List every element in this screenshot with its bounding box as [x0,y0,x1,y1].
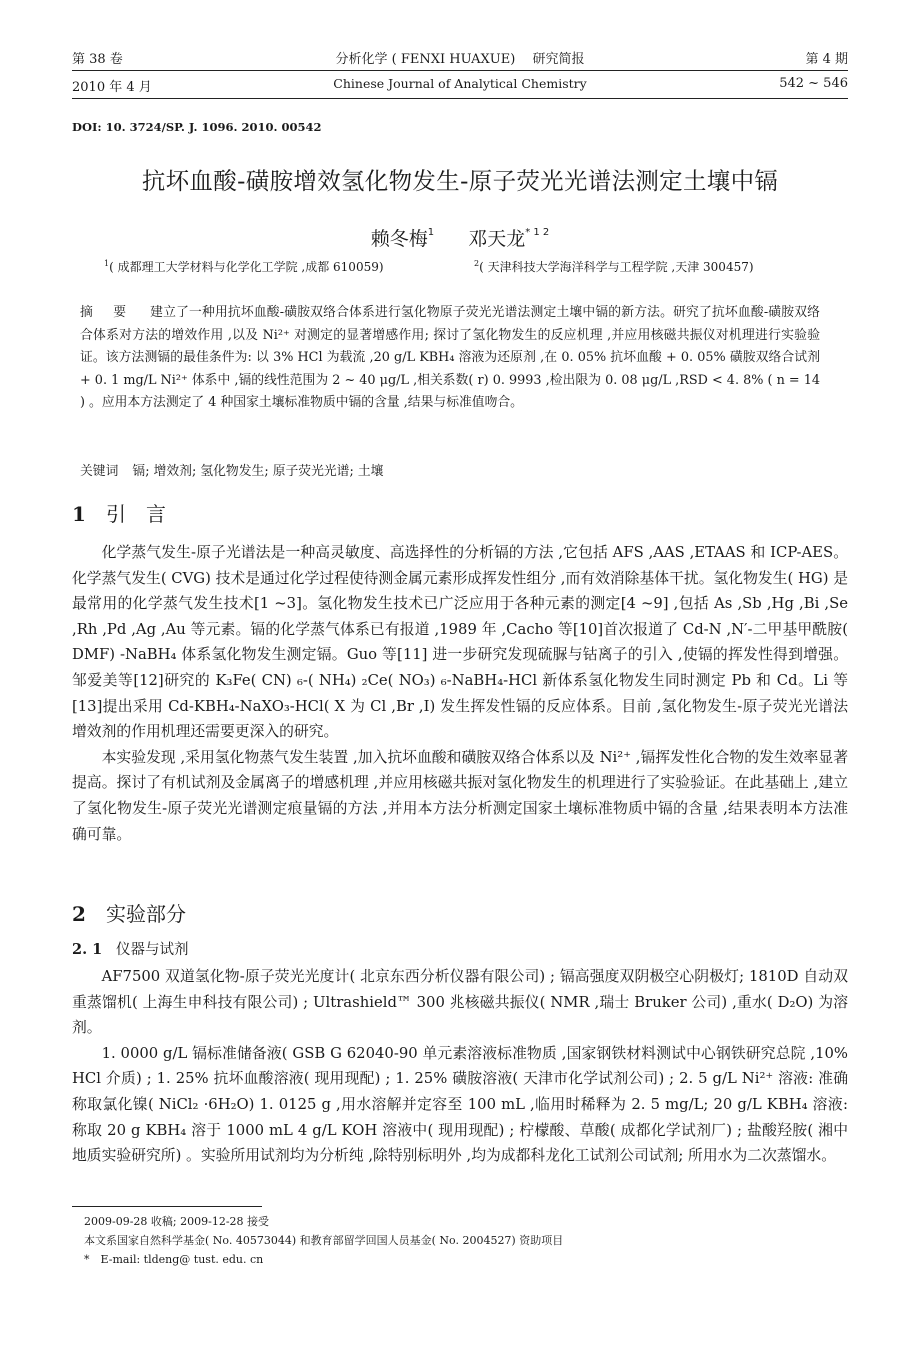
header-rule-top [72,70,848,71]
footnote-funding: 本文系国家自然科学基金( No. 40573044) 和教育部留学回国人员基金( No. 2004527) 资助项目 [84,1234,564,1247]
author-affiliation-mark: * 1 2 [525,226,550,238]
affiliation-mark: 2 [474,259,480,268]
subsection-number: 2. 1 [72,941,103,958]
footnote-rule [72,1206,262,1207]
footnote-dates: 2009-09-28 收稿; 2009-12-28 接受 [84,1215,270,1228]
section-title: 引 言 [106,502,166,526]
author-line [72,224,848,251]
section-number: 2 [72,902,86,926]
header-journal-en: Chinese Journal of Analytical Chemistry [333,76,587,91]
affiliation-1 [104,258,384,275]
subsection-title: 仪器与试剂 [116,942,189,958]
header-pages: 542 ~ 546 [779,76,848,91]
affiliation-mark: 1 [104,259,110,268]
header-date: 2010 年 4 月 [72,80,152,95]
header-rule-bottom [72,98,848,99]
section-heading-introduction [72,498,166,527]
affiliation-text: ( 天津科技大学海洋科学与工程学院 ,天津 300457) [479,260,754,274]
header-issue: 第 4 期 [805,52,848,67]
abstract [80,302,820,415]
header-volume: 第 38 卷 [72,52,123,67]
paragraph: AF7500 双道氢化物-原子荧光光度计( 北京东西分析仪器有限公司) ; 镉高强度双阴极空心阴极灯; 1810D 自动双重蒸馏机( 上海生申科技有限公司) ; Ultrashield™ 300 兆核磁共振仪( NMR ,瑞士 Bruker 公司) ,重水( D₂O) 为溶剂。 [72,968,848,1037]
introduction-body [72,540,848,847]
affiliation-2 [474,258,754,275]
paragraph: 本实验发现 ,采用氢化物蒸气发生装置 ,加入抗坏血酸和磺胺双络合体系以及 Ni²⁺ ,镉挥发性化合物的发生效率显著提高。探讨了有机试剂及金属离子的增感机理 ,并应用核磁共振对氢化物发生的机理进行了实验验证。在此基础上 ,建立了氢化物发生-原子荧光光谱测定痕量镉的方法 ,并用本方法分析测定国家土壤标准物质中镉的含量 ,结果表明本方法准确可靠。 [72,748,848,843]
paragraph: 1. 0000 g/L 镉标准储备液( GSB G 62040-90 单元素溶液标准物质 ,国家钢铁材料测试中心钢铁研究总院 ,10% HCl 介质) ; 1. 25% 抗坏血酸溶液( 现用现配) ; 1. 25% 磺胺溶液( 天津市化学试剂公司) ; 2. 5 g/L Ni²⁺ 溶液: 准确称取氯化镍( NiCl₂ ·6H₂O) 1. 0125 g ,用水溶解并定容至 100 mL ,临用时稀释为 2. 5 mg/L; 20 g/L KBH₄ 溶液: 称取 20 g KBH₄ 溶于 1000 mL 4 g/L KOH 溶液中( 现用现配) ; 柠檬酸、草酸( 成都化学试剂厂) ; 盐酸羟胺( 湘中地质实验研究所) 。实验所用试剂均为分析纯 ,除特别标明外 ,均为成都科龙化工试剂公司试剂; 所用水为二次蒸馏水。 [72,1044,848,1165]
header-journal-cn: 分析化学 ( FENXI HUAXUE) 研究简报 [335,52,585,67]
abstract-label: 摘 要 [80,305,135,320]
keywords-text: 镉; 增效剂; 氢化物发生; 原子荧光光谱; 土壤 [132,464,384,479]
author-name: 赖冬梅 [370,228,428,250]
footnote-email: * E-mail: tldeng@ tust. edu. cn [84,1253,264,1266]
paragraph: 化学蒸气发生-原子光谱法是一种高灵敏度、高选择性的分析镉的方法 ,它包括 AFS ,AAS ,ETAAS 和 ICP-AES。化学蒸气发生( CVG) 技术是通过化学过程使待测金属元素形成挥发性组分 ,而有效消除基体干扰。氢化物发生( HG) 是最常用的化学蒸气发生技术[1 ~3]。氢化物发生技术已广泛应用于各种元素的测定[4 ~9] ,包括 As ,Sb ,Hg ,Bi ,Se ,Rh ,Pd ,Ag ,Au 等元素。镉的化学蒸气体系已有报道 ,1989 年 ,Cacho 等[10]首次报道了 Cd-N ,N′-二甲基甲酰胺( DMF) -NaBH₄ 体系氢化物发生测定镉。Guo 等[11] 进一步研究发现硫脲与钴离子的引入 ,使镉的挥发性得到增强。邹爱美等[12]研究的 K₃Fe( CN) ₆-( NH₄) ₂Ce( NO₃) ₆-NaBH₄-HCl 新体系氢化物发生同时测定 Pb 和 Cd。Li 等[13]提出采用 Cd-KBH₄-NaXO₃-HCl( X 为 Cl ,Br ,I) 发生挥发性镉的反应体系。目前 ,氢化物发生-原子荧光光谱法增效剂的作用机理还需要更深入的研究。 [72,544,848,741]
author-affiliation-mark: 1 [427,226,435,238]
footnotes [84,1212,563,1269]
paper-title: 抗坏血酸-磺胺增效氢化物发生-原子荧光光谱法测定土壤中镉 [141,167,779,195]
keywords-label: 关键词 [80,464,119,479]
abstract-text: 建立了一种用抗坏血酸-磺胺双络合体系进行氢化物原子荧光光谱法测定土壤中镉的新方法。研究了抗坏血酸-磺胺双络合体系对方法的增效作用 ,以及 Ni²⁺ 对测定的显著增感作用; 探讨了氢化物发生的反应机理 ,并应用核磁共振仪对机理进行实验验证。该方法测镉的最佳条件为: 以 3% HCl 为载流 ,20 g/L KBH₄ 溶液为还原剂 ,在 0. 05% 抗坏血酸 + 0. 05% 磺胺双络合试剂 + 0. 1 mg/L Ni²⁺ 体系中 ,镉的线性范围为 2 ~ 40 μg/L ,相关系数( r) 0. 9993 ,检出限为 0. 08 μg/L ,RSD < 4. 8% ( n = 14 ) 。应用本方法测定了 4 种国家土壤标准物质中镉的含量 ,结果与标准值吻合。 [80,305,820,411]
section-title: 实验部分 [106,902,186,926]
doi: DOI: 10. 3724/SP. J. 1096. 2010. 00542 [72,120,322,134]
instruments-body [72,964,848,1169]
section-number: 1 [72,502,86,526]
subsection-heading-instruments [72,938,189,959]
section-heading-experimental [72,898,186,927]
keywords [80,460,383,479]
author-name: 邓天龙 [468,228,526,250]
affiliation-text: ( 成都理工大学材料与化学化工学院 ,成都 610059) [109,260,384,274]
